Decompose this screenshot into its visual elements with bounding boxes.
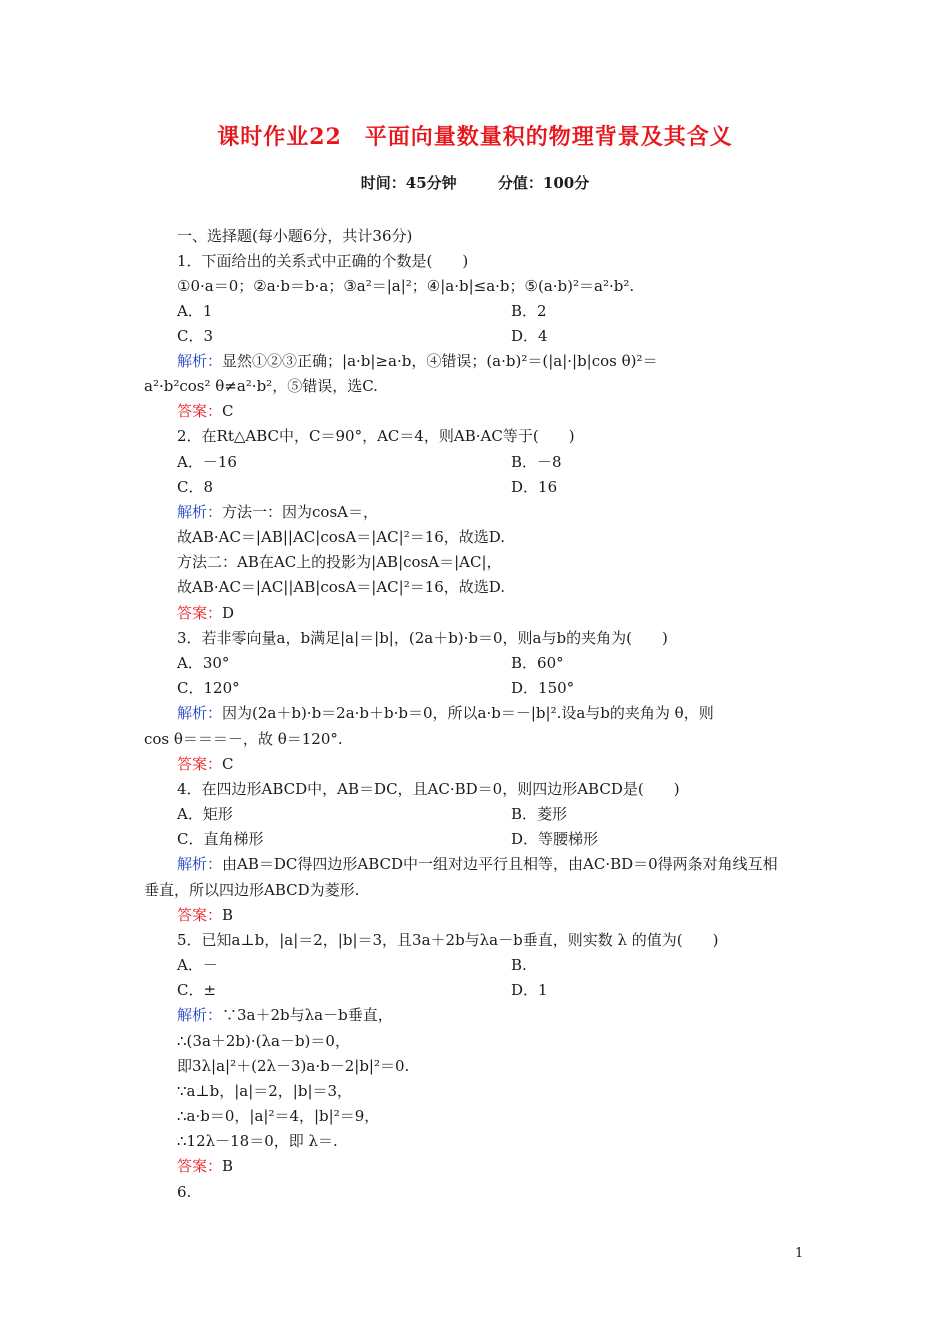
q5-answer	[177, 1156, 233, 1176]
q4-answer	[177, 905, 233, 925]
q2-explanation-line2: 故AB·AC＝|AB||AC|cosA＝|AC|²＝16，故选D.	[177, 528, 506, 546]
q5-answer-value: B	[222, 1157, 234, 1175]
q3-answer	[177, 754, 234, 774]
q3-option-a: A．30°	[177, 654, 230, 672]
q2-option-a: A．－16	[177, 453, 237, 471]
q4-option-d: D．等腰梯形	[511, 830, 599, 848]
q5-option-a: A．－	[177, 956, 218, 974]
q4-answer-value: B	[222, 906, 234, 924]
explanation-label: 解析：	[177, 1006, 223, 1024]
q1-answer-value: C	[222, 402, 234, 420]
q4-option-b: B．菱形	[511, 805, 568, 823]
q4-stem: 4．在四边形ABCD中，AB＝DC，且AC·BD＝0，则四边形ABCD是( )	[177, 780, 680, 798]
answer-label: 答案：	[177, 604, 223, 622]
q2-option-c: C．8	[177, 478, 214, 496]
page-title: 课时作业22 平面向量数量积的物理背景及其含义	[217, 124, 733, 150]
q3-option-d: D．150°	[511, 679, 575, 697]
q6-stem: 6.	[177, 1183, 192, 1201]
q1-stem: 1．下面给出的关系式中正确的个数是( )	[177, 252, 469, 270]
q5-explanation-line3: 即3λ|a|²＋(2λ－3)a·b－2|b|²＝0.	[177, 1057, 410, 1075]
q1-explanation	[177, 351, 658, 371]
q3-explanation-cont: cos θ＝＝＝－，故 θ＝120°.	[144, 730, 343, 748]
q3-answer-value: C	[222, 755, 234, 773]
q3-stem: 3．若非零向量a，b满足|a|＝|b|，(2a＋b)·b＝0，则a与b的夹角为( )	[177, 629, 668, 647]
q3-explanation-text: 因为(2a＋b)·b＝2a·b＋b·b＝0，所以a·b＝－|b|².设a与b的夹角为 θ，则	[222, 704, 714, 722]
answer-label: 答案：	[177, 402, 223, 420]
score-total: 分值：100分	[497, 174, 590, 192]
q5-explanation-line6: ∴12λ－18＝0，即 λ＝.	[177, 1132, 338, 1150]
q4-explanation-cont: 垂直，所以四边形ABCD为菱形.	[144, 881, 360, 899]
q3-option-b: B．60°	[511, 654, 564, 672]
explanation-label: 解析：	[177, 503, 223, 521]
q3-explanation	[177, 703, 714, 723]
answer-label: 答案：	[177, 755, 223, 773]
q4-option-a: A．矩形	[177, 805, 233, 823]
page-number: 1	[795, 1246, 804, 1261]
q5-option-d: D．1	[511, 981, 548, 999]
explanation-label: 解析：	[177, 352, 223, 370]
q5-explanation-text: ∵3a＋2b与λa－b垂直，	[222, 1006, 393, 1024]
q2-explanation	[177, 502, 378, 522]
q5-explanation	[177, 1005, 393, 1025]
q1-option-c: C．3	[177, 327, 214, 345]
q5-explanation-line2: ∴(3a＋2b)·(λa－b)＝0，	[177, 1032, 350, 1050]
q1-explanation-cont: a²·b²cos² θ≠a²·b²，⑤错误，选C.	[144, 377, 378, 395]
q1-explanation-text: 显然①②③正确；|a·b|≥a·b，④错误；(a·b)²＝(|a|·|b|cos θ)²＝	[222, 352, 658, 370]
q4-explanation	[177, 854, 778, 874]
q2-answer	[177, 603, 234, 623]
q2-stem: 2．在Rt△ABC中，C＝90°，AC＝4，则AB·AC等于( )	[177, 427, 575, 445]
q5-explanation-line4: ∵a⊥b，|a|＝2，|b|＝3，	[177, 1082, 353, 1100]
section-heading: 一、选择题(每小题6分，共计36分)	[177, 227, 413, 245]
explanation-label: 解析：	[177, 704, 223, 722]
q5-stem: 5．已知a⊥b，|a|＝2，|b|＝3，且3a＋2b与λa－b垂直，则实数 λ 的值为( )	[177, 931, 719, 949]
q5-explanation-line5: ∴a·b＝0，|a|²＝4，|b|²＝9，	[177, 1107, 380, 1125]
time-limit: 时间：45分钟	[360, 174, 457, 192]
q1-option-a: A．1	[177, 302, 213, 320]
exam-meta	[0, 172, 950, 193]
q2-answer-value: D	[222, 604, 235, 622]
q1-answer	[177, 401, 234, 421]
q3-option-c: C．120°	[177, 679, 240, 697]
q1-option-d: D．4	[511, 327, 548, 345]
q1-items: ①0·a＝0；②a·b＝b·a；③a²＝|a|²；④|a·b|≤a·b；⑤(a·b)²＝a²·b².	[177, 277, 635, 295]
q2-explanation-text: 方法一：因为cosA＝，	[222, 503, 378, 521]
answer-label: 答案：	[177, 1157, 223, 1175]
q2-explanation-line4: 故AB·AC＝|AC||AB|cosA＝|AC|²＝16，故选D.	[177, 578, 506, 596]
q5-option-b: B.	[511, 956, 527, 974]
q2-option-d: D．16	[511, 478, 558, 496]
q4-explanation-text: 由AB＝DC得四边形ABCD中一组对边平行且相等，由AC·BD＝0得两条对角线互相	[222, 855, 778, 873]
q4-option-c: C．直角梯形	[177, 830, 264, 848]
q2-explanation-line3: 方法二：AB在AC上的投影为|AB|cosA＝|AC|，	[177, 553, 502, 571]
q2-option-b: B．－8	[511, 453, 562, 471]
q1-option-b: B．2	[511, 302, 547, 320]
q5-option-c: C．±	[177, 981, 217, 999]
answer-label: 答案：	[177, 906, 223, 924]
explanation-label: 解析：	[177, 855, 223, 873]
